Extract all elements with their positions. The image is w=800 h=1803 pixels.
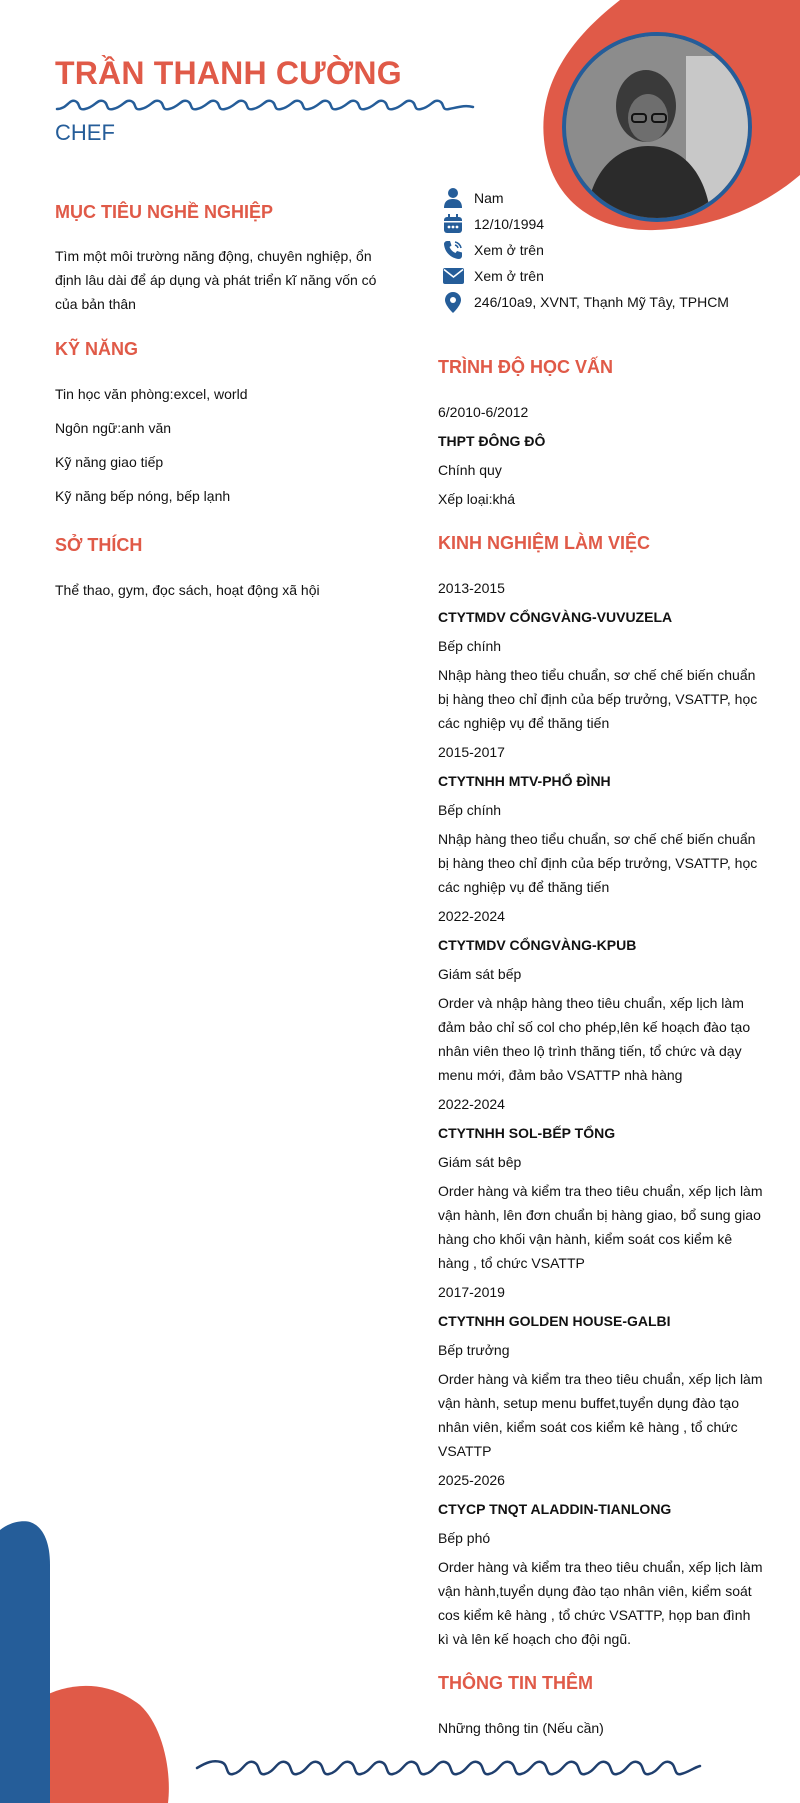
phone-value: Xem ở trên (474, 242, 544, 258)
job-position: Giám sát bêp (438, 1154, 522, 1170)
job-period: 2022-2024 (438, 1096, 505, 1112)
address-value: 246/10a9, XVNT, Thạnh Mỹ Tây, TPHCM (474, 294, 729, 310)
job-description: Order hàng và kiểm tra theo tiêu chuẩn, xếp lịch làm vận hành,tuyển dụng đào tạo nhân viên, kiểm soát cos kiểm kê hàng , tổ chức VSATTP, họp ban đình kì và lên kế hoạch cho đội ngũ. (438, 1559, 763, 1647)
skill-item: Tin học văn phòng:excel, world (55, 386, 248, 402)
education-school: THPT ĐÔNG ĐÔ (438, 433, 546, 449)
job-position: Bếp phó (438, 1530, 491, 1546)
education-grade: Xếp loại:khá (438, 491, 516, 507)
extra-title: THÔNG TIN THÊM (438, 1673, 593, 1693)
phone-icon (442, 239, 464, 261)
extra-text: Những thông tin (Nếu cần) (438, 1720, 604, 1736)
contact-address (442, 290, 729, 314)
job-description: Order hàng và kiểm tra theo tiêu chuẩn, xếp lịch làm vận hành, lên đơn chuẩn bị hàng giao, bổ sung giao hàng cho khối vận hành, kiểm soát cos kiểm kê hàng , tổ chức VSATTP (438, 1183, 763, 1271)
job-position: Giám sát bếp (438, 966, 522, 982)
skill-item: Kỹ năng giao tiếp (55, 454, 164, 470)
contact-email (442, 264, 544, 288)
job-position: Bếp chính (438, 802, 502, 818)
job-company: CTYCP TNQT ALADDIN-TIANLONG (438, 1501, 672, 1517)
gender-value: Nam (474, 190, 504, 206)
bottom-left-blue-bar (0, 1520, 55, 1803)
job-description: Nhập hàng theo tiểu chuẩn, sơ chế chế biến chuẩn bị hàng theo chỉ định của bếp trưởng, VSATTP, học các nghiệp vụ để thăng tiến (438, 667, 758, 731)
job-company: CTYTNHH MTV-PHỔ ĐÌNH (438, 773, 611, 789)
experience-title: KINH NGHIỆM LÀM VIỆC (438, 533, 651, 553)
calendar-icon (442, 213, 464, 235)
job-description: Nhập hàng theo tiểu chuẩn, sơ chế chế biến chuẩn bị hàng theo chỉ định của bếp trưởng, VSATTP, học các nghiệp vụ để thăng tiến (438, 831, 758, 895)
contact-phone (442, 238, 544, 262)
job-description: Order và nhập hàng theo tiêu chuẩn, xếp lịch làm đảm bảo chỉ số col cho phép,lên kế hoạch đào tạo nhân viên theo lộ trình thăng tiến, tổ chức và dạy menu mới, đảm bảo VSATTP nhà hàng (438, 995, 751, 1083)
job-position: Bếp chính (438, 638, 502, 654)
objective-title: MỤC TIÊU NGHỀ NGHIỆP (55, 202, 274, 222)
person-icon (442, 187, 464, 209)
job-period: 2015-2017 (438, 744, 505, 760)
objective-text: Tìm một môi trường năng động, chuyên nghiệp, ổn định lâu dài để áp dụng và phát triển kĩ năng vốn có của bản thân (55, 248, 377, 312)
skill-item: Kỹ năng bếp nóng, bếp lạnh (55, 488, 231, 504)
email-value: Xem ở trên (474, 268, 544, 284)
job-company: CTYTMDV CỔNGVÀNG-KPUB (438, 937, 637, 953)
location-icon (442, 291, 464, 313)
job-period: 2013-2015 (438, 580, 505, 596)
education-title: TRÌNH ĐỘ HỌC VẤN (438, 357, 613, 377)
contact-gender (442, 186, 504, 210)
skills-title: KỸ NĂNG (55, 339, 139, 359)
job-period: 2025-2026 (438, 1472, 505, 1488)
job-description: Order hàng và kiểm tra theo tiêu chuẩn, xếp lịch làm vận hành, setup menu buffet,tuyển dụng đào tạo nhân viên, kiểm soát cos kiểm kê hàng , tổ chức VSATTP (438, 1371, 763, 1459)
bottom-squiggle (195, 1752, 705, 1787)
skill-item: Ngôn ngữ:anh văn (55, 420, 172, 436)
job-period: 2017-2019 (438, 1284, 505, 1300)
job-title: CHEF (55, 120, 115, 145)
hobbies-title: SỞ THÍCH (55, 535, 143, 555)
name-underline-squiggle (55, 95, 475, 120)
job-company: CTYTNHH SOL-BẾP TỔNG (438, 1125, 616, 1141)
job-position: Bếp trưởng (438, 1342, 510, 1358)
hobbies-text: Thể thao, gym, đọc sách, hoạt động xã hội (55, 582, 320, 598)
candidate-name: TRẦN THANH CƯỜNG (55, 55, 402, 91)
profile-photo (562, 32, 752, 222)
email-icon (442, 265, 464, 287)
job-company: CTYTNHH GOLDEN HOUSE-GALBI (438, 1313, 671, 1329)
education-period: 6/2010-6/2012 (438, 404, 529, 420)
birthday-value: 12/10/1994 (474, 216, 545, 232)
job-period: 2022-2024 (438, 908, 505, 924)
education-type: Chính quy (438, 462, 502, 478)
contact-birthday (442, 212, 544, 236)
job-company: CTYTMDV CỔNGVÀNG-VUVUZELA (438, 609, 673, 625)
